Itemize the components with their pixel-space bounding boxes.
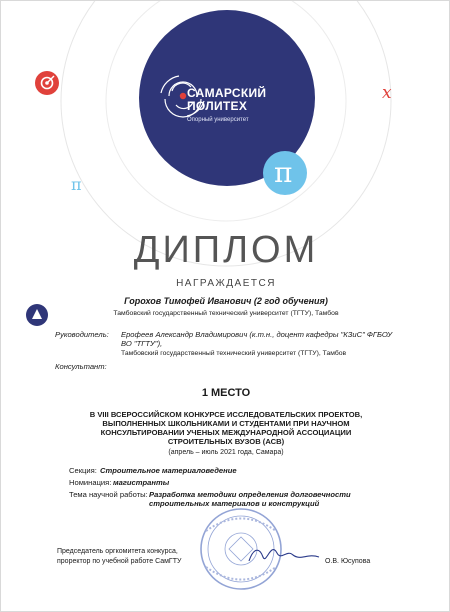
contest-line2: ВЫПОЛНЕННЫХ ШКОЛЬНИКАМИ И СТУДЕНТАМИ ПРИ НАУЧНОМ — [102, 419, 350, 428]
supervisor-label: Руководитель: — [55, 330, 109, 339]
contest-line3: КОНСУЛЬТИРОВАНИИ УЧЕНЫХ МЕЖДУНАРОДНОЙ АССОЦИАЦИИ — [100, 428, 352, 437]
topic-label: Тема научной работы: — [69, 490, 148, 499]
contest-dates: (апрель – июль 2021 года, Самара) — [168, 449, 284, 456]
recipient-org: Тамбовский государственный технический университет (ТГТУ), Тамбов — [113, 310, 339, 317]
place: 1 МЕСТО — [201, 387, 251, 399]
pi-big-icon: π — [274, 156, 293, 189]
logo-text — [187, 87, 297, 127]
nomination-value: магистранты — [113, 478, 170, 487]
section-label: Секция: — [69, 466, 97, 475]
pi-small-icon: π — [71, 175, 82, 194]
stamp-seal — [201, 509, 281, 589]
supervisor-text2: ВО "ТГТУ"), — [121, 339, 163, 348]
awarded-label: НАГРАЖДАЕТСЯ — [176, 278, 276, 289]
chairman-line1: Председатель оргкомитета конкурса, — [57, 548, 178, 555]
topic-value2: строительных материалов и конструкций — [149, 499, 320, 508]
contest-line4: СТРОИТЕЛЬНЫХ ВУЗОВ (АСВ) — [167, 437, 285, 446]
chairman-line2: проректор по учебной работе СамГТУ — [57, 558, 182, 565]
supervisor-org: Тамбовский государственный технический университет (ТГТУ), Тамбов — [121, 350, 347, 357]
x-icon: x — [382, 83, 392, 103]
logo-line2: ПОЛИТЕХ — [187, 99, 248, 113]
logo-line1: САМАРСКИЙ — [187, 86, 267, 100]
logo-red-dot — [180, 93, 186, 99]
topic-value1: Разработка методики определения долговечности — [149, 490, 351, 499]
chairman-name: О.В. Юсупова — [325, 558, 371, 565]
nomination-label: Номинация: — [69, 478, 112, 487]
supervisor-text1: Ерофеев Александр Владимирович (к.т.н., доцент кафедры "КЗиС" ФГБОУ — [121, 330, 393, 339]
diploma-title: ДИПЛОМ — [133, 229, 319, 271]
logo-line3: Опорный университет — [187, 117, 249, 123]
contest-line1: В VIII ВСЕРОССИЙСКОМ КОНКУРСЕ ИССЛЕДОВАТЕЛЬСКИХ ПРОЕКТОВ, — [89, 410, 363, 419]
recipient-name: Горохов Тимофей Иванович (2 год обучения) — [124, 296, 328, 306]
section-value: Строительное материаловедение — [100, 466, 237, 475]
consultant-label: Консультант: — [55, 362, 107, 371]
signature — [249, 550, 319, 561]
